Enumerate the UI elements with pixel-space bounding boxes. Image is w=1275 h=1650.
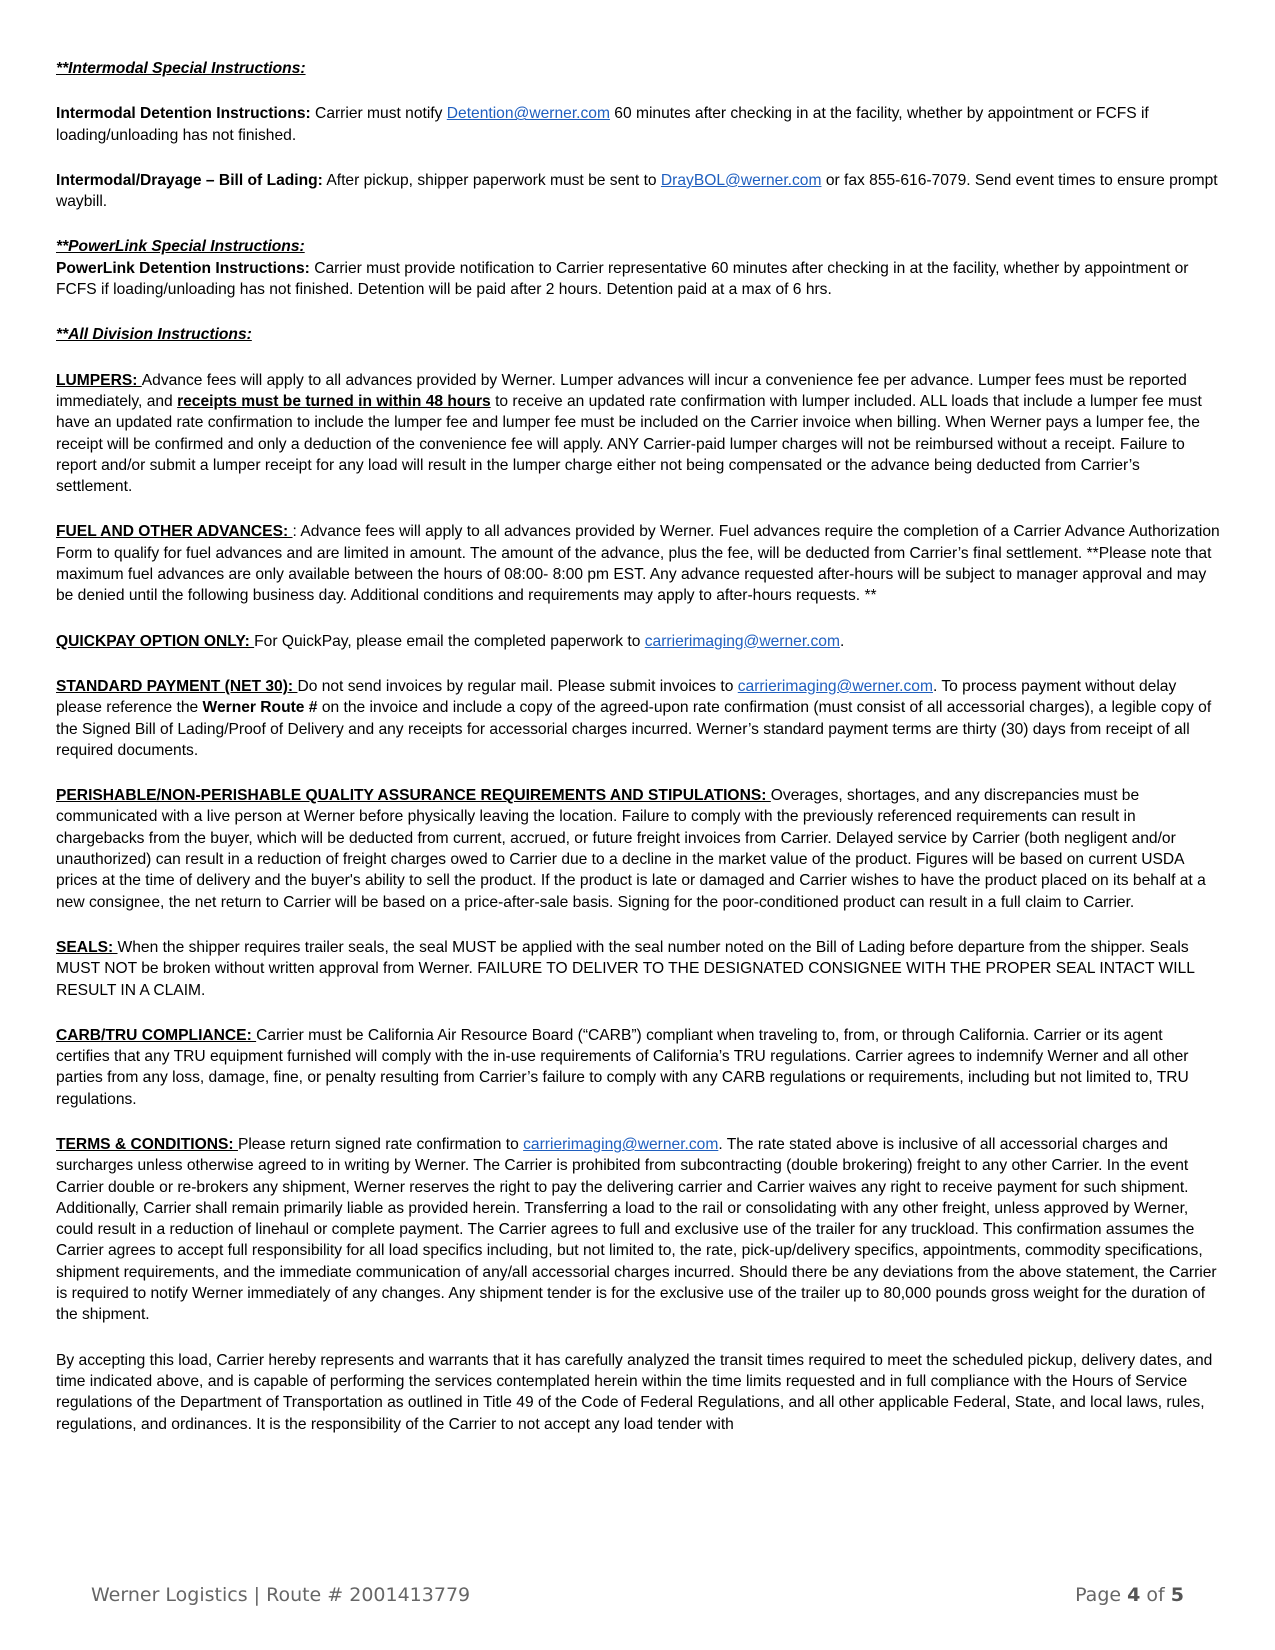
page-footer: [91, 1584, 1184, 1612]
lumpers-label: LUMPERS:: [56, 371, 142, 389]
powerlink-detention-label: PowerLink Detention Instructions:: [56, 259, 310, 277]
intermodal-detention-label: Intermodal Detention Instructions:: [56, 105, 311, 123]
quickpay-label: QUICKPAY OPTION ONLY:: [56, 632, 255, 650]
quickpay-email-link[interactable]: carrierimaging@werner.com: [644, 632, 840, 650]
all-division-heading: **All Division Instructions:: [56, 326, 252, 344]
footer-page-number: [1075, 1584, 1184, 1606]
document-page: [56, 58, 1220, 1459]
footer-page-word: Page: [1075, 1584, 1128, 1606]
perishable-paragraph: [56, 785, 1220, 913]
fuel-advances-text: : Advance fees will apply to all advances provided by Werner. Fuel advances require the completion of a Carrier Advance Authorization Form to qualify for fuel advances and are limited in amount. The amount of the advance, plus the fee, will be deducted from Carrier’s final settlement. **Please note that maximum fuel advances are only available between the hours of 08:00- 8:00 pm EST. Any advance requested after-hours will be subject to manager approval and may be denied until the following business day. Additional conditions and requirements may apply to after-hours requests. **: [56, 523, 1220, 605]
intermodal-detention-paragraph: [56, 103, 1220, 146]
draybol-email-link[interactable]: DrayBOL@werner.com: [660, 171, 822, 189]
powerlink-heading: **PowerLink Special Instructions:: [56, 238, 305, 256]
accepting-paragraph: [56, 1350, 1220, 1435]
perishable-label: PERISHABLE/NON-PERISHABLE QUALITY ASSURANCE REQUIREMENTS AND STIPULATIONS:: [56, 787, 771, 805]
intermodal-bol-text-a: After pickup, shipper paperwork must be sent to: [322, 171, 661, 189]
quickpay-paragraph: [56, 631, 1220, 652]
lumpers-text-b: to receive an updated rate confirmation with lumper included. ALL loads that include a lumper fee must have an updated rate confirmation to include the lumper fee and lumper fee must be included on the Carrier invoice when billing. When Werner pays a lumper fee, the receipt will be confirmed and only a deduction of the convenience fee will apply. ANY Carrier-paid lumper charges will not be reimbursed without a receipt. Failure to report and/or submit a lumper receipt for any load will result in the lumper charge either not being compensated or the advance being deducted from Carrier’s settlement.: [56, 392, 1202, 496]
standard-payment-text-c: on the invoice and include a copy of the agreed-upon rate confirmation (must consist of all accessorial charges), a legible copy of the Signed Bill of Lading/Proof of Delivery and any receipts for accessorial charges incurred. Werner’s standard payment terms are thirty (30) days from receipt of all required documents.: [56, 699, 1212, 759]
intermodal-heading: **Intermodal Special Instructions:: [56, 60, 306, 77]
fuel-advances-paragraph: [56, 521, 1220, 606]
standard-payment-label: STANDARD PAYMENT (NET 30):: [56, 677, 298, 695]
intermodal-detention-text-b: 60 minutes after checking in at the facility, whether by appointment or FCFS if loading/unloading has not finished.: [56, 105, 1149, 144]
quickpay-text-b: .: [839, 632, 845, 650]
lumpers-receipts-emphasis: receipts must be turned in within 48 hours: [177, 392, 491, 410]
powerlink-detention-paragraph: [56, 258, 1220, 301]
footer-page-of: of: [1140, 1584, 1171, 1606]
standard-payment-email-link[interactable]: carrierimaging@werner.com: [737, 677, 933, 695]
standard-payment-text-a: Do not send invoices by regular mail. Please submit invoices to: [297, 677, 738, 695]
terms-text-b: . The rate stated above is inclusive of all accessorial charges and surcharges unless otherwise agreed to in writing by Werner. The Carrier is prohibited from subcontracting (double brokering) freight to any other Carrier. In the event Carrier double or re-brokers any shipment, Werner reserves the right to pay the delivering carrier and Carrier waives any right to receive payment for such shipment. Additionally, Carrier shall remain primarily liable as provided herein. Transferring a load to the rail or consolidating with any other freight, unless approved by Werner, could result in a reduction of linehaul or complete payment. The Carrier agrees to full and exclusive use of the trailer for any truckload. This confirmation assumes the Carrier agrees to accept full responsibility for all load specifics including, but not limited to, the rate, pick-up/delivery specifics, appointments, commodity specifications, shipment requirements, and the immediate communication of any/all accessorial charges incurred. Should there be any deviations from the above statement, the Carrier is required to notify Werner immediately of any changes. Any shipment tender is for the exclusive use of the trailer up to 80,000 pounds gross weight for the duration of the shipment.: [56, 1135, 1217, 1324]
carb-text: Carrier must be California Air Resource Board (“CARB”) compliant when traveling to, from, or through California. Carrier or its agent certifies that any TRU equipment furnished will comply with the in-use requirements of California’s TRU regulations. Carrier agrees to indemnify Werner and all other parties from any loss, damage, fine, or penalty resulting from Carrier’s failure to comply with any CARB regulations or requirements, including but not limited to, TRU regulations.: [56, 1026, 1189, 1108]
quickpay-text-a: For QuickPay, please email the completed paperwork to: [254, 632, 645, 650]
perishable-text: Overages, shortages, and any discrepancies must be communicated with a live person at Werner before physically leaving the location. Failure to comply with the previously referenced requirements can result in chargebacks from the buyer, which will be deducted from current, accrued, or future freight invoices from Carrier. Delayed service by Carrier (both negligent and/or unauthorized) can result in a reduction of freight charges owed to Carrier due to a decline in the market value of the product. Figures will be based on current USDA prices at the time of delivery and the buyer's ability to sell the product. If the product is late or damaged and Carrier wishes to have the product placed on its behalf at a new consignee, the net return to Carrier will be based on a price-after-sale basis. Signing for the poor-conditioned product can result in a full claim to Carrier.: [56, 787, 1206, 911]
accepting-text: By accepting this load, Carrier hereby represents and warrants that it has carefully analyzed the transit times required to meet the scheduled pickup, delivery dates, and time indicated above, and is capable of performing the services contemplated herein within the time limits requested and in full compliance with the Hours of Service regulations of the Department of Transportation as outlined in Title 49 of the Code of Federal Regulations, and all other applicable Federal, State, and local laws, rules, regulations, and ordinances. It is the responsibility of the Carrier to not accept any load tender with: [56, 1351, 1213, 1433]
intermodal-bol-paragraph: [56, 170, 1220, 213]
standard-payment-text-b: . To process payment without delay please reference the: [56, 677, 1177, 717]
intermodal-bol-text-b: or fax 855-616-7079. Send event times to ensure prompt waybill.: [56, 171, 1218, 211]
carb-label: CARB/TRU COMPLIANCE:: [56, 1026, 257, 1044]
powerlink-detention-text: Carrier must provide notification to Carrier representative 60 minutes after checking in at the facility, whether by appointment or FCFS if loading/unloading has not finished. Detention will be paid after 2 hours. Detention paid at a max of 6 hrs.: [56, 259, 1189, 299]
seals-text: When the shipper requires trailer seals, the seal MUST be applied with the seal number noted on the Bill of Lading before departure from the shipper. Seals MUST NOT be broken without written approval from Werner. FAILURE TO DELIVER TO THE DESIGNATED CONSIGNEE WITH THE PROPER SEAL INTACT WILL RESULT IN A CLAIM.: [56, 938, 1195, 999]
werner-route-emphasis: Werner Route #: [202, 699, 318, 717]
detention-email-link[interactable]: Detention@werner.com: [446, 105, 610, 123]
terms-text-a: Please return signed rate confirmation to: [237, 1135, 524, 1153]
footer-route: Werner Logistics | Route # 2001413779: [91, 1584, 471, 1606]
lumpers-text-a: Advance fees will apply to all advances provided by Werner. Lumper advances will incur a convenience fee per advance. Lumper fees must be reported immediately, and: [56, 371, 1187, 410]
footer-page-total: 5: [1170, 1584, 1184, 1606]
carb-paragraph: [56, 1025, 1220, 1110]
terms-email-link[interactable]: carrierimaging@werner.com: [523, 1135, 719, 1153]
seals-label: SEALS:: [56, 938, 118, 956]
terms-paragraph: [56, 1134, 1220, 1326]
terms-label: TERMS & CONDITIONS:: [56, 1135, 238, 1153]
lumpers-paragraph: [56, 370, 1220, 498]
intermodal-bol-label: Intermodal/Drayage – Bill of Lading:: [56, 171, 323, 189]
footer-page-current: 4: [1127, 1584, 1141, 1606]
standard-payment-paragraph: [56, 676, 1220, 761]
fuel-advances-label: FUEL AND OTHER ADVANCES:: [56, 523, 293, 541]
seals-paragraph: [56, 937, 1220, 1001]
intermodal-detention-text-a: Carrier must notify: [310, 105, 447, 123]
